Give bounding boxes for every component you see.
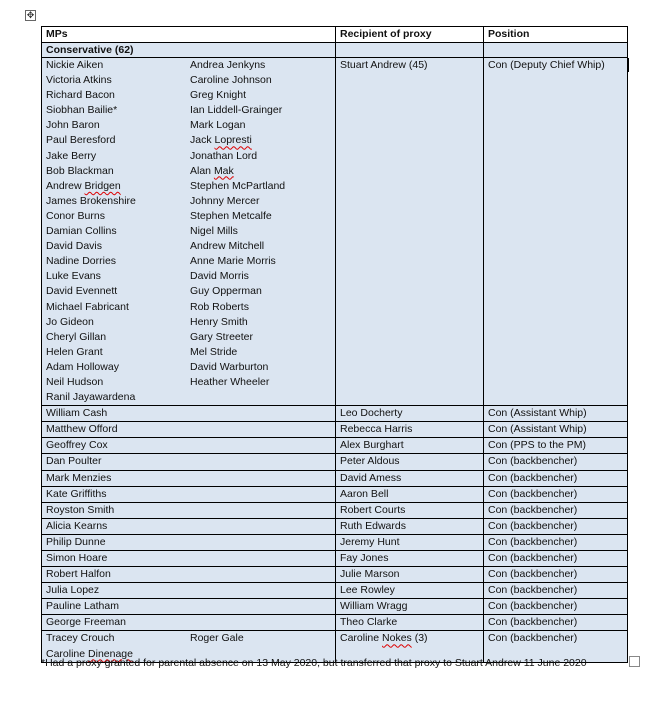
mp-name: Tracey Crouch [46,632,115,645]
mp-name: John Baron [46,119,100,132]
table-row [42,470,628,486]
mp-name: Helen Grant [46,345,103,358]
position-cell: Con (backbencher) [484,518,628,534]
mp-name: Luke Evans [46,270,101,283]
mp-name: Jake Berry [46,149,97,162]
recipient-cell: Fay Jones [336,551,484,567]
recipient-cell: Jeremy Hunt [336,534,484,550]
mp-name: Bob Blackman [46,164,114,177]
recipient-cell: Caroline Nokes (3) [336,631,484,662]
table-row [42,422,628,438]
mp-cell: Philip Dunne [42,534,336,550]
mp-name: Johnny Mercer [190,194,260,207]
party-group-row [42,43,628,58]
position-cell: Con (Deputy Chief Whip) [484,58,628,406]
mp-list-col1 [46,58,190,405]
mp-name: Gary Streeter [190,330,254,343]
spellcheck-underline: Dinenage [88,647,133,660]
mp-cell: Geoffrey Cox [42,438,336,454]
mp-cell: Kate Griffiths [42,486,336,502]
mp-name: Henry Smith [190,315,248,328]
proxy-table [41,26,628,663]
mp-name: Richard Bacon [46,89,115,102]
mp-name: Heather Wheeler [190,375,270,388]
table-row [42,583,628,599]
table-move-handle-icon[interactable]: ✥ [26,10,35,20]
mp-name: Stephen Metcalfe [190,209,272,222]
mp-name: Caroline Dinenage [46,647,133,660]
mp-cell: Alicia Kearns [42,518,336,534]
mp-cell: Mark Menzies [42,470,336,486]
table-header-row [42,27,628,43]
mp-name: Mark Logan [190,119,246,132]
mp-name: Neil Hudson [46,375,104,388]
position-cell: Con (Assistant Whip) [484,422,628,438]
mp-name: Andrew Bridgen [46,179,121,192]
mp-cell: William Cash [42,406,336,422]
mp-name: Andrew Mitchell [190,240,265,253]
mp-name: Conor Burns [46,209,105,222]
position-cell: Con (backbencher) [484,551,628,567]
table-row [42,486,628,502]
mp-name: Caroline Johnson [190,74,272,87]
position-cell: Con (Assistant Whip) [484,406,628,422]
spellcheck-underline: Mak [213,164,234,177]
recipient-cell: Ruth Edwards [336,518,484,534]
mp-name: Jonathan Lord [190,149,258,162]
spellcheck-underline: Lopresti [214,134,252,147]
table-row [42,599,628,615]
mp-name: Michael Fabricant [46,300,129,313]
table-row [42,518,628,534]
mp-name: David Warburton [190,360,269,373]
party-group-label: Conservative (62) [42,43,336,58]
mp-list-col2 [190,58,330,405]
position-cell: Con (backbencher) [484,454,628,470]
recipient-cell: Theo Clarke [336,615,484,631]
mp-name: Ian Liddell-Grainger [190,104,283,117]
mp-cell: Simon Hoare [42,551,336,567]
mp-cell: Julia Lopez [42,583,336,599]
mp-name: Ranil Jayawardena [46,391,136,404]
mp-name: Jo Gideon [46,315,94,328]
position-cell: Con (backbencher) [484,615,628,631]
table-row [42,567,628,583]
mp-name: David Morris [190,270,249,283]
mp-cell: Robert Halfon [42,567,336,583]
mp-cell: Pauline Latham [42,599,336,615]
table-row [42,502,628,518]
header-mps: MPs [42,27,336,43]
mp-name: James Brokenshire [46,194,136,207]
mp-cell: Matthew Offord [42,422,336,438]
mp-name: David Davis [46,240,103,253]
spellcheck-underline: Bridgen [84,179,121,192]
position-cell: Con (backbencher) [484,583,628,599]
table-row [42,438,628,454]
mp-name: Mel Stride [190,345,238,358]
recipient-cell: Robert Courts [336,502,484,518]
mp-name: Cheryl Gillan [46,330,107,343]
position-cell: Con (backbencher) [484,502,628,518]
mp-name: Andrea Jenkyns [190,59,266,71]
position-cell: Con (backbencher) [484,567,628,583]
recipient-cell: Peter Aldous [336,454,484,470]
recipient-cell: David Amess [336,470,484,486]
table-row [42,454,628,470]
text-cursor [628,58,629,72]
mp-name: Adam Holloway [46,360,119,373]
mp-name: Siobhan Bailie* [46,104,118,117]
mp-name: Damian Collins [46,225,117,238]
recipient-cell: Lee Rowley [336,583,484,599]
mp-name: Jack Lopresti [190,134,252,147]
end-of-cell-marker-icon [629,656,640,667]
mp-list [46,58,331,405]
table-row [42,615,628,631]
mp-name: Nickie Aiken [46,59,104,71]
table-row-chief-whip [42,58,628,406]
mp-name: Rob Roberts [190,300,249,313]
position-cell: Con (backbencher) [484,631,628,662]
position-cell: Con (backbencher) [484,599,628,615]
mp-name: Guy Opperman [190,285,262,298]
mp-name: Nadine Dorries [46,255,117,268]
position-cell: Con (backbencher) [484,470,628,486]
mp-cell: George Freeman [42,615,336,631]
mp-name: Paul Beresford [46,134,116,147]
recipient-cell: Rebecca Harris [336,422,484,438]
recipient-cell: Aaron Bell [336,486,484,502]
mp-name: Roger Gale [190,632,244,645]
recipient-cell: Stuart Andrew (45) [336,58,484,406]
recipient-cell: William Wragg [336,599,484,615]
mp-name: David Evennett [46,285,118,298]
header-recipient: Recipient of proxy [336,27,484,43]
position-cell: Con (backbencher) [484,486,628,502]
mp-name: Greg Knight [190,89,247,102]
mp-cell: Dan Poulter [42,454,336,470]
mp-name: Stephen McPartland [190,179,286,192]
table-row [42,534,628,550]
mp-name: Victoria Atkins [46,74,112,87]
spellcheck-underline: Nokes [382,632,412,645]
table-row [42,551,628,567]
recipient-cell: Leo Docherty [336,406,484,422]
footnote: *Had a proxy granted for parental absence on 13 May 2020, but transferred that proxy to Stuart Andrew 11 June 2020 [41,657,587,669]
mp-cell: Royston Smith [42,502,336,518]
recipient-cell: Julie Marson [336,567,484,583]
header-position: Position [484,27,628,43]
mp-name: Anne Marie Morris [190,255,276,268]
mp-name: Nigel Mills [190,225,238,238]
position-cell: Con (PPS to the PM) [484,438,628,454]
mp-name: Alan Mak [190,164,234,177]
position-cell: Con (backbencher) [484,534,628,550]
recipient-cell: Alex Burghart [336,438,484,454]
table-row [42,406,628,422]
